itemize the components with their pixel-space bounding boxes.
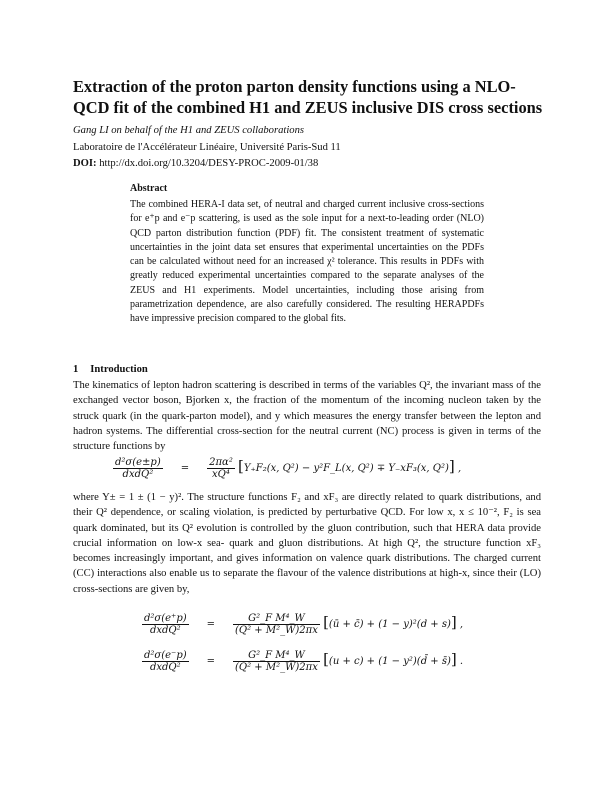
doi-label: DOI:	[73, 158, 97, 169]
eq2-tail: ,	[459, 619, 464, 630]
paper-title: Extraction of the proton parton density functions using a NLO-QCD fit of the combined H1 and ZEUS inclusive DIS cross sections	[73, 77, 543, 117]
eq3-lhs-num: d²σ(e⁻p)	[144, 650, 187, 661]
equation-cc-eminus: $\frac{\text{d²σ(e⁻p)}}{\text{dxdQ²}}$ = $\frac{\text{G²\_F M⁴\_W}}{\text{(Q² + M²\_W)2πx}}$ [(u + c) + (1 − y²)(d̄ + s̄)] .	[144, 650, 464, 673]
doi-link[interactable]: http://dx.doi.org/10.3204/DESY-PROC-2009-01/38	[99, 158, 319, 169]
eq1-lhs	[113, 457, 163, 480]
eq1-tail: ,	[457, 463, 462, 474]
equation-nc: $\frac{\text{d²σ(e±p)}}{\text{dxdQ²}}$ = $\frac{\text{2πα²}}{\text{xQ⁴}}$ [Y₊F₂(x, Q²) − y²F_L(x, Q²) ∓ Y₋xF₃(x, Q²)] ,	[115, 457, 462, 480]
paragraph-2: where Y± = 1 ± (1 − y)². The structure functions F₂ and xF₃ are directly related to quark distributions, and their Q² dependence, or scaling violation, is predicted by perturbative QCD. For low x, x ≤ 10⁻², F₂ is sea quark dominated, but its Q² evolution is controlled by the gluon contribution, such that HERA data provide crucial information on low-x sea- quark and gluon distributions. At high Q², the structure function xF₃ becomes increasingly important, and gives information on valence quark distributions. The charged current (CC) interactions also enable us to separate the flavour of the valence distributions at high-x, since their (LO) cross-sections are given by,	[73, 492, 541, 595]
eq1-rhs-den: xQ⁴	[212, 469, 230, 480]
equation-cc-eplus: $\frac{\text{d²σ(e⁺p)}}{\text{dxdQ²}}$ = $\frac{\text{G²\_F M⁴\_W}}{\text{(Q² + M²\_W)2πx}}$ [(ū + c̄) + (1 − y)²(d + s)] ,	[144, 613, 464, 636]
eq1-rel: =	[180, 463, 190, 474]
eq3-lhs-den: dxdQ²	[149, 662, 181, 673]
author-line: Gang LI on behalf of the H1 and ZEUS collaborations	[73, 125, 304, 136]
section-title: Introduction	[90, 364, 148, 375]
eq3-body: (u + c) + (1 − y²)(d̄ + s̄)	[328, 656, 451, 667]
eq1-body: Y₊F₂(x, Q²) − y²F_L(x, Q²) ∓ Y₋xF₃(x, Q²)	[243, 463, 449, 474]
eq3-rel: =	[206, 656, 216, 667]
section-heading	[73, 364, 148, 375]
eq3-lhs	[142, 650, 189, 673]
eq2-rhs-num: G²_F M⁴_W	[233, 613, 320, 625]
paragraph-1: The kinematics of lepton hadron scattering is described in terms of the variables Q², the invariant mass of the exchanged vector boson, Bjorken x, the fraction of the momentum of the incoming nucleon taken by the struck quark (in the quark-parton model), and y which measures the energy transfer between the lepton and hadron systems. The differential cross-section for the neutral current (NC) process is given in terms of the structure functions by	[73, 380, 541, 453]
abstract-heading: Abstract	[130, 183, 168, 194]
eq2-prefactor	[233, 613, 320, 636]
eq2-body: (ū + c̄) + (1 − y)²(d + s)	[328, 619, 451, 630]
doi-line	[73, 158, 318, 169]
eq1-lhs-den: dxdQ²	[122, 469, 154, 480]
eq1-rhs-num: 2πα²	[209, 457, 233, 468]
eq2-lhs	[142, 613, 189, 636]
section-number: 1	[73, 364, 79, 375]
eq1-lhs-num: d²σ(e±p)	[115, 457, 161, 468]
affiliation: Laboratoire de l'Accélérateur Linéaire, Université Paris-Sud 11	[73, 142, 341, 153]
eq2-lhs-den: dxdQ²	[149, 625, 181, 636]
eq2-lhs-num: d²σ(e⁺p)	[144, 613, 187, 624]
eq3-rhs-num: G²_F M⁴_W	[233, 650, 320, 662]
eq3-rhs-den: (Q² + M²_W)2πx	[235, 662, 318, 673]
abstract-text: The combined HERA-I data set, of neutral and charged current inclusive cross-sections for e⁺p and e⁻p scattering, is used as the sole input for a next-to-leading order (NLO) QCD parton distribution function (PDF) fit. The consistent treatment of systematic uncertainties in the joint data set ensures that experimental uncertainties on the PDFs can be calculated without need for an increased χ² tolerance. This results in PDFs with greatly reduced experimental uncertainties compared to the separate analyses of the ZEUS and H1 experiments. Model uncertainties, including those arising from parametrization dependence, are also carefully considered. The resulting HERAPDFs have impressive precision compared to the global fits.	[130, 199, 484, 325]
eq2-rel: =	[206, 619, 216, 630]
eq2-rhs-den: (Q² + M²_W)2πx	[235, 625, 318, 636]
eq3-tail: .	[459, 656, 464, 667]
eq1-prefactor	[207, 457, 235, 480]
eq3-prefactor	[233, 650, 320, 673]
